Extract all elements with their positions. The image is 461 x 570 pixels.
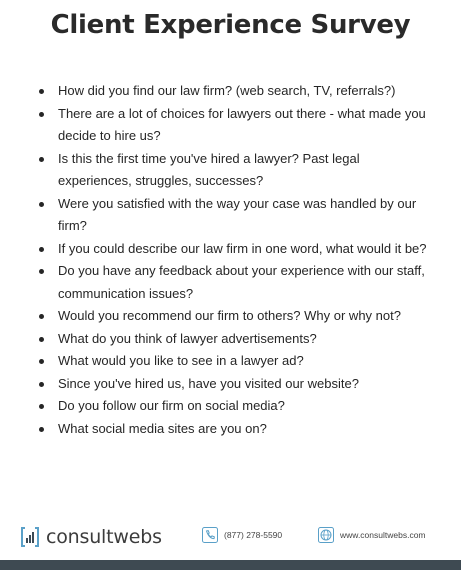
- list-item: How did you find our law firm? (web search, TV, referrals?): [34, 80, 434, 103]
- brand-name: consultwebs: [46, 526, 162, 548]
- globe-icon: [318, 527, 334, 543]
- page-title: Client Experience Survey: [50, 10, 411, 40]
- list-item: Would you recommend our firm to others? Why or why not?: [34, 305, 434, 328]
- list-item: Is this the first time you've hired a lawyer? Past legal experiences, struggles, successes?: [34, 148, 434, 193]
- brand-logo[interactable]: [20, 525, 162, 549]
- phone-number: (877) 278-5590: [224, 530, 283, 540]
- list-item: What would you like to see in a lawyer ad?: [34, 350, 434, 373]
- list-item: Were you satisfied with the way your case was handled by our firm?: [34, 193, 434, 238]
- list-item: Do you follow our firm on social media?: [34, 395, 434, 418]
- phone-contact[interactable]: [202, 527, 282, 543]
- consultwebs-logo-icon: [20, 526, 40, 548]
- list-item: Do you have any feedback about your experience with our staff, communication issues?: [34, 260, 434, 305]
- list-item: What social media sites are you on?: [34, 418, 434, 441]
- footer: [0, 522, 461, 552]
- bottom-bar: [0, 560, 461, 570]
- list-item: Since you've hired us, have you visited our website?: [34, 373, 434, 396]
- question-list: [34, 80, 434, 440]
- list-item: There are a lot of choices for lawyers out there - what made you decide to hire us?: [34, 103, 434, 148]
- list-item: If you could describe our law firm in one word, what would it be?: [34, 238, 434, 261]
- list-item: What do you think of lawyer advertisements?: [34, 328, 434, 351]
- website-url: www.consultwebs.com: [340, 530, 426, 540]
- phone-icon: [202, 527, 218, 543]
- website-contact[interactable]: [318, 527, 426, 543]
